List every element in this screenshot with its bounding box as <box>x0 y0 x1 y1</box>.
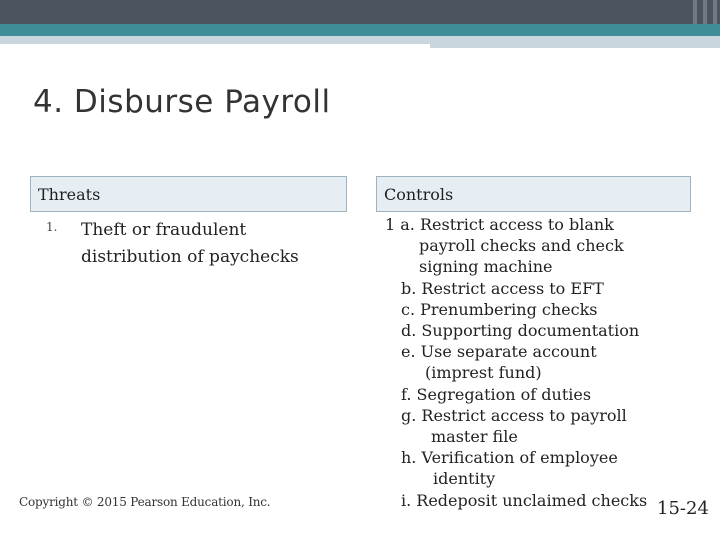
control-line: e. Use separate account <box>401 342 597 362</box>
threat-line: distribution of paychecks <box>81 247 299 267</box>
slide-title: 4. Disburse Payroll <box>33 84 331 120</box>
top-light-bar-extension <box>430 44 720 48</box>
threats-header: Threats <box>30 176 347 212</box>
bar-segment <box>703 0 707 24</box>
threat-number: 1. <box>46 220 58 234</box>
control-line: d. Supporting documentation <box>401 321 640 341</box>
control-line: c. Prenumbering checks <box>401 299 598 319</box>
control-line: payroll checks and check <box>419 236 624 256</box>
top-teal-bar <box>0 24 720 36</box>
control-line: (imprest fund) <box>425 363 542 383</box>
control-line: f. Segregation of duties <box>401 384 592 404</box>
control-line: master file <box>431 427 518 447</box>
top-dark-bar <box>0 0 720 24</box>
control-line: signing machine <box>419 257 553 277</box>
bar-segment <box>713 0 717 24</box>
copyright-notice: Copyright © 2015 Pearson Education, Inc. <box>19 495 271 509</box>
control-line: i. Redeposit unclaimed checks <box>401 490 648 510</box>
top-light-bar <box>0 36 720 44</box>
controls-list <box>385 214 647 511</box>
control-line: b. Restrict access to EFT <box>401 278 604 298</box>
threat-description <box>81 217 299 271</box>
threat-line: Theft or fraudulent <box>81 220 247 240</box>
control-line: 1 a. Restrict access to blank <box>385 215 614 234</box>
control-line: h. Verification of employee <box>401 448 618 468</box>
controls-header: Controls <box>376 176 691 212</box>
slide-number: 15-24 <box>657 498 709 519</box>
control-line: g. Restrict access to payroll <box>401 405 627 425</box>
control-line: identity <box>433 469 496 489</box>
bar-segment <box>693 0 697 24</box>
